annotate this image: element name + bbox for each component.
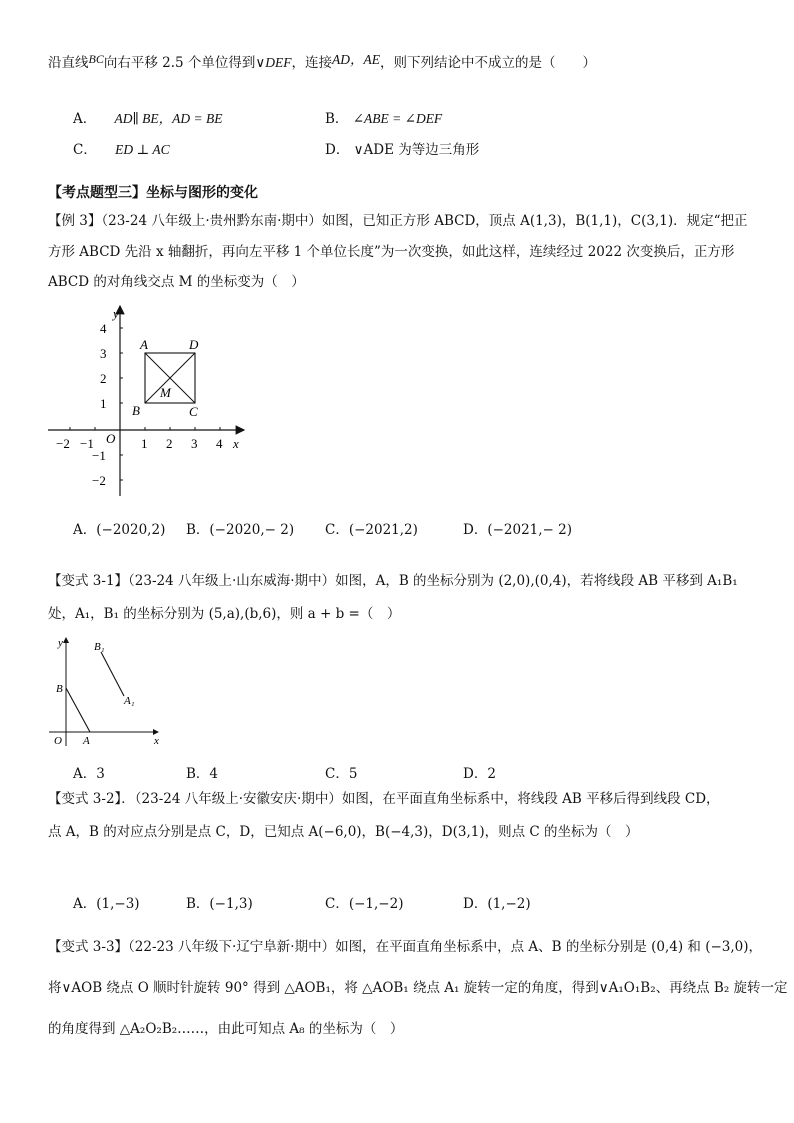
label-d: D <box>189 337 199 352</box>
label-a1: A₁ <box>124 695 135 707</box>
prev-option-c[interactable] <box>73 138 170 158</box>
variant31-line1: 【变式 3-1】（23-24 八年级上·山东威海·期中）如图，A，B 的坐标分别为 (2,0),(0,4)，若将线段 AB 平移到 A₁B₁ <box>48 573 738 589</box>
variant33-line1: 【变式 3-3】（22-23 八年级下·辽宁阜新·期中）如图，在平面直角坐标系中，点 A、B 的坐标分别是 (0,4) 和 (−3,0)， <box>48 939 763 955</box>
label-m: M <box>160 385 171 400</box>
example3-line3: ABCD 的对角线交点 M 的坐标变为（ ） <box>48 274 305 290</box>
label-b: B <box>56 683 63 695</box>
label-a: A <box>140 337 148 352</box>
label-x: x <box>154 735 159 747</box>
label-origin: O <box>106 431 116 446</box>
stem-text: ，则下列结论中不成立的是（ ） <box>380 55 597 71</box>
option-text: AD∥ BE，AD = BE <box>114 111 223 126</box>
variant33-line3: 的角度得到 △A₂O₂B₂……，由此可知点 A₈ 的坐标为（ ） <box>48 1021 404 1037</box>
xtick: 1 <box>141 436 148 451</box>
example3-line2: 方形 ABCD 先沿 x 轴翻折，再向左平移 1 个单位长度”为一次变换，如此这样，连续经过 2022 次变换后，正方形 <box>48 244 735 260</box>
xtick: −1 <box>80 436 94 451</box>
example3-option-d[interactable]: D．(−2021,− 2) <box>463 522 573 538</box>
label-b1: B₁ <box>94 641 105 653</box>
label-origin: O <box>54 735 62 747</box>
option-label: A． <box>73 111 97 127</box>
xtick: 4 <box>216 436 223 451</box>
label-a: A <box>83 735 90 747</box>
ytick: −2 <box>92 473 106 488</box>
stem-text: 沿直线 <box>48 55 89 71</box>
option-text: ED ⊥ AC <box>115 142 170 157</box>
variant32-option-d[interactable]: D．(1,−2) <box>463 896 531 912</box>
stem-text: 向右平移 2.5 个单位得到 <box>103 55 256 71</box>
xtick: −2 <box>56 436 70 451</box>
variant31-option-c[interactable]: C．5 <box>325 766 358 782</box>
xtick: 2 <box>166 436 173 451</box>
example3-figure <box>44 300 254 500</box>
segment-ab <box>66 688 90 732</box>
variant31-option-a[interactable]: A．3 <box>73 766 105 782</box>
variant31-option-d[interactable]: D．2 <box>463 766 496 782</box>
example3-option-b[interactable]: B．(−2020,− 2) <box>186 522 295 538</box>
label-y: y <box>113 306 119 321</box>
label-x: x <box>233 436 239 451</box>
prev-option-b[interactable] <box>325 107 442 127</box>
variant32-option-c[interactable]: C．(−1,−2) <box>325 896 404 912</box>
option-label: B． <box>325 111 349 127</box>
xtick: 3 <box>191 436 198 451</box>
segments-ad-ae: AD，AE <box>332 52 381 67</box>
variant31-option-b[interactable]: B．4 <box>186 766 219 782</box>
label-b: B <box>132 403 140 418</box>
variant32-option-a[interactable]: A．(1,−3) <box>73 896 140 912</box>
ytick: 2 <box>100 371 107 386</box>
example3-option-a[interactable]: A．(−2020,2) <box>73 522 166 538</box>
ytick: −1 <box>92 448 106 463</box>
variant32-line2: 点 A，B 的对应点分别是点 C，D，已知点 A(−6,0)，B(−4,3)，D(3,1)，则点 C 的坐标为（ ） <box>48 824 639 840</box>
triangle-def: ∨DEF <box>255 55 292 70</box>
stem-text: ，连接 <box>291 55 333 71</box>
variant33-line2: 将∨AOB 绕点 O 顺时针旋转 90° 得到 △AOB₁，将 △AOB₁ 绕点 A₁ 旋转一定的角度，得到∨A₁O₁B₂、再绕点 B₂ 旋转一定 <box>48 980 788 996</box>
prev-option-d[interactable] <box>325 138 479 158</box>
option-text: ∨ADE 为等边三角形 <box>353 142 480 158</box>
option-text: ∠ABE = ∠DEF <box>352 111 443 126</box>
variant32-line1: 【变式 3-2】．（23-24 八年级上·安徽安庆·期中）如图，在平面直角坐标系中，将线段 AB 平移后得到线段 CD， <box>48 791 720 807</box>
section-heading: 【考点题型三】坐标与图形的变化 <box>48 185 258 201</box>
label-c: C <box>189 404 198 419</box>
example3-line1: 【例 3】（23-24 八年级上·贵州黔东南·期中）如图，已知正方形 ABCD，顶点 A(1,3)，B(1,1)，C(3,1)．规定“把正 <box>48 213 748 229</box>
ytick: 1 <box>100 396 107 411</box>
prev-question-stem <box>48 50 596 72</box>
ytick: 3 <box>100 346 107 361</box>
segment-a1b1 <box>101 652 124 696</box>
variant32-option-b[interactable]: B．(−1,3) <box>186 896 253 912</box>
variant31-line2: 处，A₁，B₁ 的坐标分别为 (5,a),(b,6)，则 a + b =（ ） <box>48 606 401 622</box>
ytick: 4 <box>100 321 107 336</box>
option-label: D． <box>325 142 350 158</box>
option-label: C． <box>73 142 97 158</box>
label-y: y <box>58 637 63 649</box>
variant31-figure <box>46 632 166 750</box>
prev-option-a[interactable] <box>73 107 223 127</box>
line-bc: BC <box>88 52 104 66</box>
example3-option-c[interactable]: C．(−2021,2) <box>325 522 418 538</box>
